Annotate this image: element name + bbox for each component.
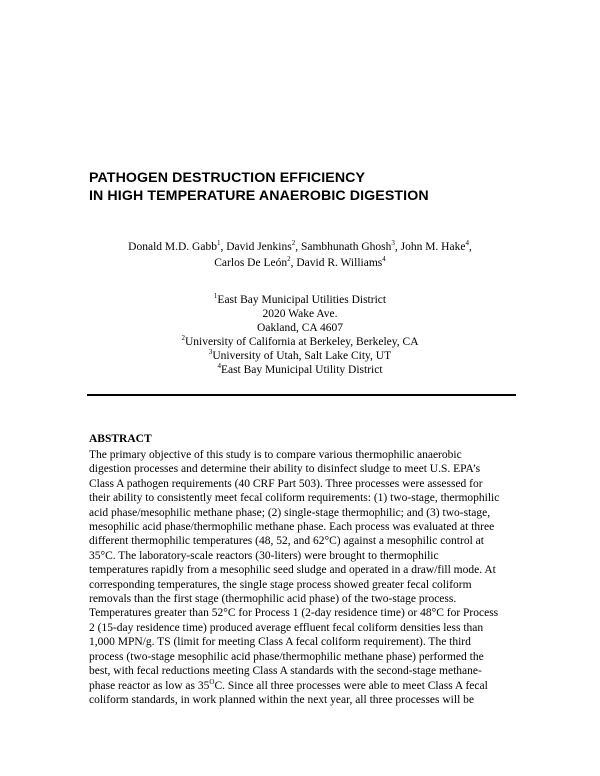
abstract-line: 2 (15-day residence time) produced average effluent fecal coliform densities less than xyxy=(89,621,484,634)
abstract-line: acid phase/mesophilic methane phase; (2) single-stage thermophilic; and (3) two-stage, xyxy=(89,506,491,519)
affiliation-1-city: Oakland, CA 4607 xyxy=(257,322,343,334)
author: John M. Hake$^4$, xyxy=(400,239,472,253)
author: Carlos De León$^2$, xyxy=(214,255,297,269)
author: David R. Williams$^4$ xyxy=(296,255,386,269)
author: Sambhunath Ghosh$^3$, xyxy=(300,239,401,253)
abstract-line: their ability to consistently meet fecal coliform requirements: (1) two-stage, thermophilic xyxy=(89,492,500,505)
title-line-1: PATHOGEN DESTRUCTION EFFICIENCY xyxy=(89,170,366,186)
abstract-line: phase reactor as low as $35^OC$. Since all three processes were able to meet Class A fecal xyxy=(89,677,488,692)
abstract-line: best, with fecal reductions meeting Class A standards with the second-stage methane- xyxy=(89,665,482,678)
affiliation-2: $^2$University of California at Berkeley, Berkeley, CA xyxy=(181,334,419,348)
author-list xyxy=(120,239,480,271)
abstract-line: 35°C. The laboratory-scale reactors (30-liters) were brought to thermophilic xyxy=(89,549,439,562)
abstract-line: digestion processes and determine their ability to disinfect sludge to meet U.S. EPA’s xyxy=(89,463,481,476)
abstract-line: Temperatures greater than 52°C for Process 1 (2-day residence time) or 48°C for Process xyxy=(89,607,499,620)
affiliation-4: $^4$East Bay Municipal Utility District xyxy=(217,362,383,376)
abstract-line: different thermophilic temperatures (48, 52, and 62°C) against a mesophilic control at xyxy=(89,535,484,548)
paper-title xyxy=(89,170,529,205)
abstract-line: temperatures rapidly from a mesophilic seed sludge and operated in a draw/fill mode. At xyxy=(89,564,496,577)
affiliation-1-street: 2020 Wake Ave. xyxy=(262,308,338,320)
abstract-line: mesophilic acid phase/thermophilic methane phase. Each process was evaluated at three xyxy=(89,521,495,534)
abstract-line: removals than the first stage (thermophilic acid phase) of the two-stage process. xyxy=(89,593,457,606)
abstract-line: coliform standards, in work planned within the next year, all three processes will be xyxy=(89,693,474,706)
abstract-line: 1,000 MPN/g. TS (limit for meeting Class A fecal coliform requirement). The third xyxy=(89,636,471,649)
abstract-line: Class A pathogen requirements (40 CRF Part 503). Three processes were assessed for xyxy=(89,477,483,490)
affiliations xyxy=(120,293,480,377)
author: David Jenkins$^2$, xyxy=(226,239,301,253)
affiliation-3: $^3$University of Utah, Salt Lake City, UT xyxy=(208,348,392,362)
abstract-line: process (two-stage mesophilic acid phase/thermophilic methane phase) performed the xyxy=(89,650,484,663)
title-line-2: IN HIGH TEMPERATURE ANAEROBIC DIGESTION xyxy=(89,187,429,204)
section-divider xyxy=(87,394,516,396)
abstract-body xyxy=(89,448,519,707)
abstract-line: The primary objective of this study is to compare various thermophilic anaerobic xyxy=(89,449,462,461)
affiliation-1: $^1$East Bay Municipal Utilities District xyxy=(213,292,387,306)
author: Donald M.D. Gabb$^1$, xyxy=(128,239,227,253)
abstract-line: corresponding temperatures, the single stage process showed greater fecal coliform xyxy=(89,578,472,591)
abstract-heading: ABSTRACT xyxy=(89,433,152,445)
